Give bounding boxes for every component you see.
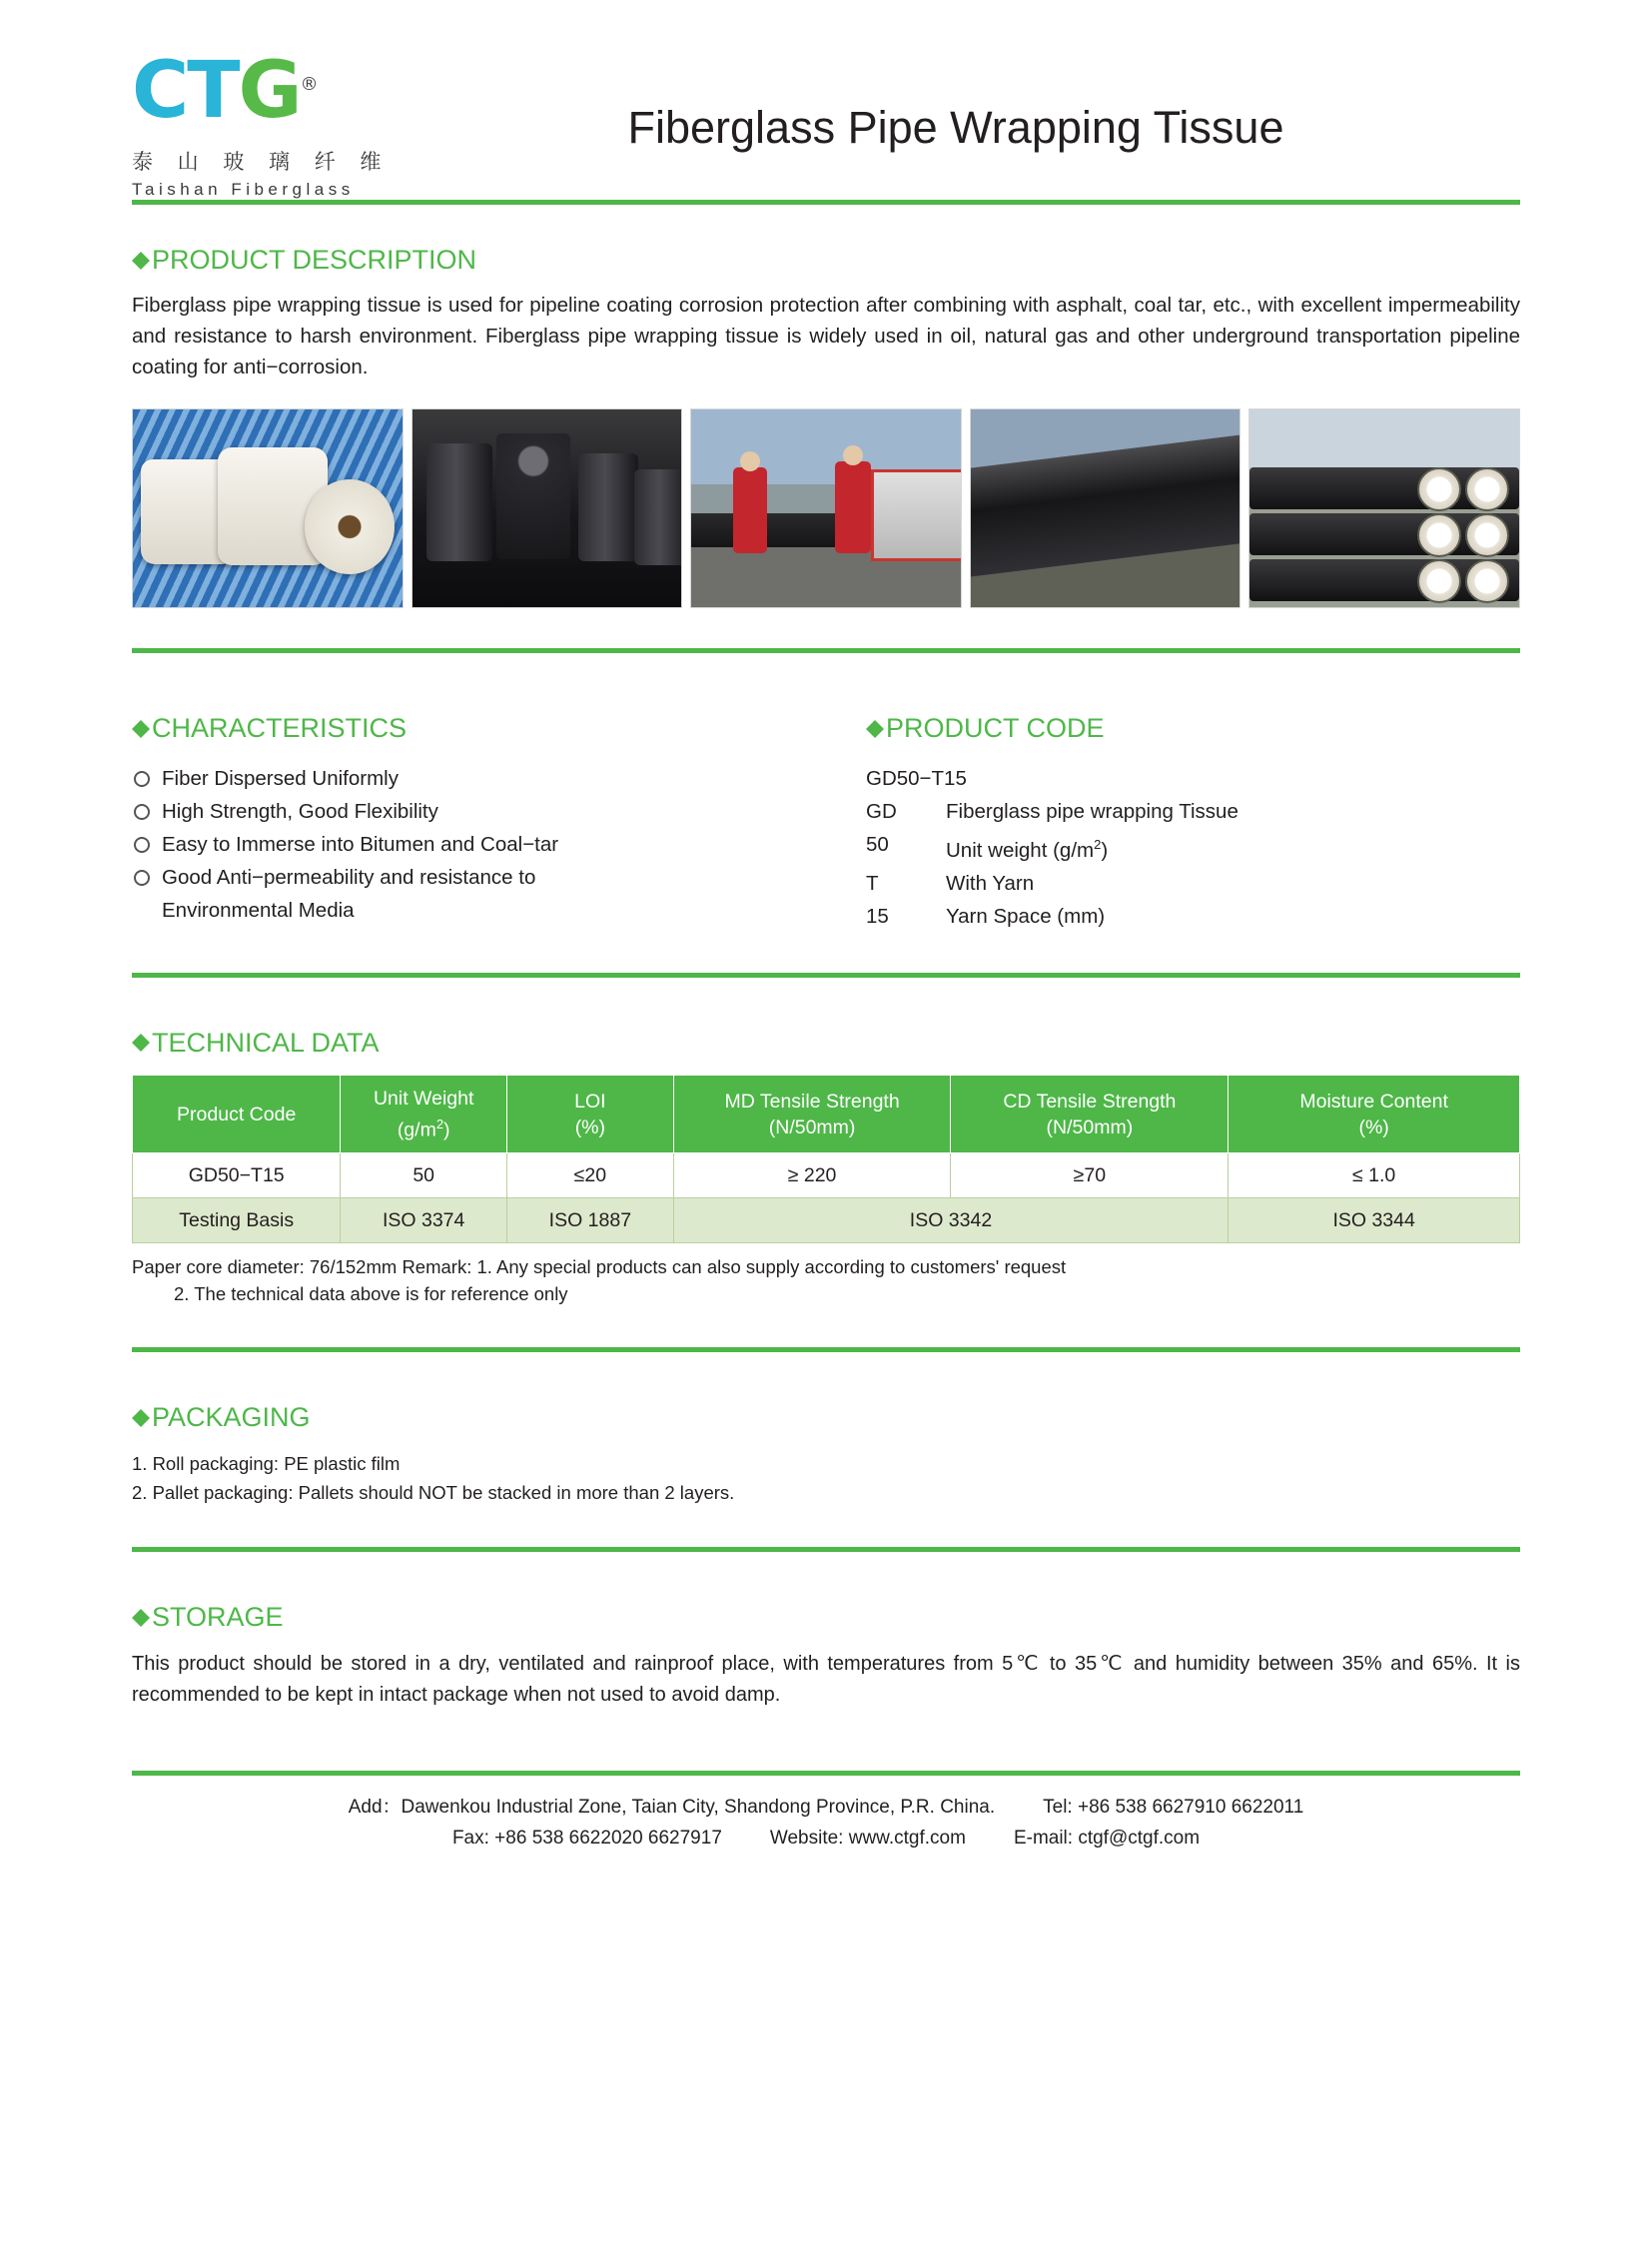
- section-heading-text: TECHNICAL DATA: [152, 1027, 380, 1058]
- footer-tel: Tel: +86 538 6627910 6622011: [1043, 1797, 1304, 1819]
- column-header-loi: LOI (%): [507, 1075, 674, 1153]
- list-item: [132, 861, 866, 894]
- legend-value: With Yarn: [946, 871, 1035, 895]
- photo-workers-wrapping-pipeline: [690, 408, 962, 608]
- photo-black-wrapping-rolls: [412, 408, 683, 608]
- list-item-label: Easy to Immerse into Bitumen and Coal−tar: [162, 833, 559, 856]
- cell-loi: ≤20: [507, 1153, 674, 1198]
- logo-wordmark-ct: CT: [132, 46, 239, 136]
- divider-footer: [132, 1771, 1520, 1776]
- list-item-continuation: [132, 894, 866, 927]
- company-logo: [132, 46, 431, 200]
- cell-unit-weight: 50: [341, 1153, 507, 1198]
- table-row-testing-basis: [133, 1198, 1520, 1243]
- table-row: [866, 867, 1239, 900]
- technical-notes: [132, 1253, 1520, 1307]
- product-code-column: [866, 713, 1520, 933]
- column-header-md-tensile-strength: MD Tensile Strength (N/50mm): [673, 1075, 951, 1153]
- cell-basis-unit-weight: ISO 3374: [341, 1198, 507, 1243]
- page-footer: [132, 1792, 1520, 1854]
- circle-bullet-icon: [134, 870, 150, 886]
- list-item: [132, 828, 866, 861]
- list-item: [132, 762, 866, 795]
- logo-wordmark-g: G: [238, 46, 301, 136]
- cell-moisture: ≤ 1.0: [1229, 1153, 1520, 1198]
- registered-trademark-icon: ®: [300, 74, 317, 95]
- column-header-product-code: Product Code: [133, 1075, 341, 1153]
- legend-value: Fiberglass pipe wrapping Tissue: [946, 800, 1239, 823]
- list-item-label: Good Anti−permeability and resistance to: [162, 866, 536, 889]
- characteristics-and-code-row: [132, 713, 1520, 933]
- cell-cd-tensile: ≥70: [951, 1153, 1229, 1198]
- cell-product-code: GD50−T15: [133, 1153, 341, 1198]
- legend-key: 15: [866, 904, 889, 928]
- column-header-unit-weight: Unit Weight $(g/m^2)$: [341, 1075, 507, 1153]
- photo-coated-pipeline: [970, 408, 1241, 608]
- storage-text: This product should be stored in a dry, ventilated and rainproof place, with temperatures from 5℃ to 35℃ and humidity between 35% and 65%. It is recommended to be kept in intact package when not used to avoid damp.: [132, 1653, 1520, 1707]
- list-item: [132, 795, 866, 828]
- logo-mark: [132, 46, 431, 136]
- section-heading-technical-data: [132, 1028, 1520, 1059]
- column-header-moisture-content: Moisture Content (%): [1229, 1075, 1520, 1153]
- table-header-row: [133, 1075, 1520, 1153]
- packaging-item-2: 2. Pallet packaging: Pallets should NOT be stacked in more than 2 layers.: [132, 1482, 735, 1504]
- section-heading-text: STORAGE: [152, 1602, 284, 1633]
- section-heading-storage: [132, 1602, 1520, 1633]
- characteristics-list: [132, 762, 866, 927]
- diamond-bullet-icon: [132, 243, 150, 261]
- characteristics-column: [132, 713, 866, 933]
- technical-data-table: [132, 1075, 1520, 1244]
- product-description-text: Fiberglass pipe wrapping tissue is used for pipeline coating corrosion protection after combining with asphalt, coal tar, etc., with excellent impermeability and resistance to harsh environment. Fiberglass pipe wrapping tissue is widely used in oil, natural gas and other underground transportation pipeline coating for anti−corrosion.: [132, 294, 1520, 378]
- footer-line-2: [132, 1823, 1520, 1854]
- cell-basis-moisture: ISO 3344: [1229, 1198, 1520, 1243]
- remark-1: Remark: 1. Any special products can also supply according to customers' request: [402, 1256, 1067, 1278]
- section-heading-product-code: [866, 713, 1520, 744]
- list-item-label: Environmental Media: [162, 899, 355, 922]
- section-heading-characteristics: [132, 713, 866, 744]
- section-heading-text: PRODUCT CODE: [886, 713, 1105, 743]
- legend-value: Unit weight $(g/m^2)$: [946, 837, 1109, 862]
- logo-english-name: Taishan Fiberglass: [132, 180, 355, 199]
- section-heading-product-description: [132, 245, 1520, 276]
- cell-testing-basis-label: Testing Basis: [133, 1198, 341, 1243]
- legend-value: Yarn Space (mm): [946, 904, 1106, 928]
- product-code-value: GD50−T15: [866, 767, 967, 790]
- list-item-label: High Strength, Good Flexibility: [162, 800, 438, 823]
- circle-bullet-icon: [134, 804, 150, 820]
- logo-wordmark: [132, 46, 317, 136]
- table-row: [866, 900, 1239, 933]
- diamond-bullet-icon: [132, 1400, 150, 1418]
- photo-stacked-coated-pipes: [1248, 408, 1520, 608]
- section-heading-packaging: [132, 1402, 1520, 1433]
- circle-bullet-icon: [134, 771, 150, 787]
- packaging-list: [132, 1449, 1520, 1507]
- superscript: 2: [435, 1116, 444, 1131]
- product-photo-strip: [132, 408, 1520, 608]
- table-row-values: [133, 1153, 1520, 1198]
- packaging-item-1: 1. Roll packaging: PE plastic film: [132, 1453, 401, 1475]
- paper-core-note: Paper core diameter: 76/152mm: [132, 1256, 398, 1278]
- footer-website: Website: www.ctgf.com: [769, 1828, 966, 1850]
- section-heading-text: CHARACTERISTICS: [152, 713, 408, 743]
- logo-chinese-name: 泰 山 玻 璃 纤 维: [132, 150, 391, 174]
- column-header-cd-tensile-strength: CD Tensile Strength (N/50mm): [951, 1075, 1229, 1153]
- footer-email: E-mail: ctgf@ctgf.com: [1013, 1828, 1201, 1850]
- footer-line-1: [132, 1792, 1520, 1823]
- legend-key: 50: [866, 833, 889, 856]
- diamond-bullet-icon: [132, 1025, 150, 1043]
- legend-key: GD: [866, 800, 897, 823]
- photo-white-tissue-rolls: [132, 408, 404, 608]
- footer-address: Add：Dawenkou Industrial Zone, Taian City, Shandong Province, P.R. China.: [348, 1797, 996, 1819]
- remark-2: 2. The technical data above is for reference only: [174, 1283, 568, 1305]
- table-row: [866, 795, 1239, 828]
- diamond-bullet-icon: [866, 711, 884, 729]
- section-heading-text: PACKAGING: [152, 1402, 311, 1433]
- cell-basis-tensile: ISO 3342: [673, 1198, 1229, 1243]
- legend-key: T: [866, 871, 879, 895]
- cell-basis-loi: ISO 1887: [507, 1198, 674, 1243]
- superscript: 2: [1094, 837, 1102, 852]
- page-title: Fiberglass Pipe Wrapping Tissue: [627, 102, 1284, 153]
- footer-fax: Fax: +86 538 6622020 6627917: [451, 1828, 722, 1850]
- product-code-legend: [866, 795, 1239, 933]
- section-heading-text: PRODUCT DESCRIPTION: [152, 245, 477, 275]
- cell-md-tensile: ≥ 220: [673, 1153, 951, 1198]
- table-row: [866, 828, 1239, 867]
- page-header: [132, 0, 1520, 200]
- list-item-label: Fiber Dispersed Uniformly: [162, 767, 399, 790]
- diamond-bullet-icon: [132, 1600, 150, 1618]
- diamond-bullet-icon: [132, 711, 150, 729]
- circle-bullet-icon: [134, 837, 150, 853]
